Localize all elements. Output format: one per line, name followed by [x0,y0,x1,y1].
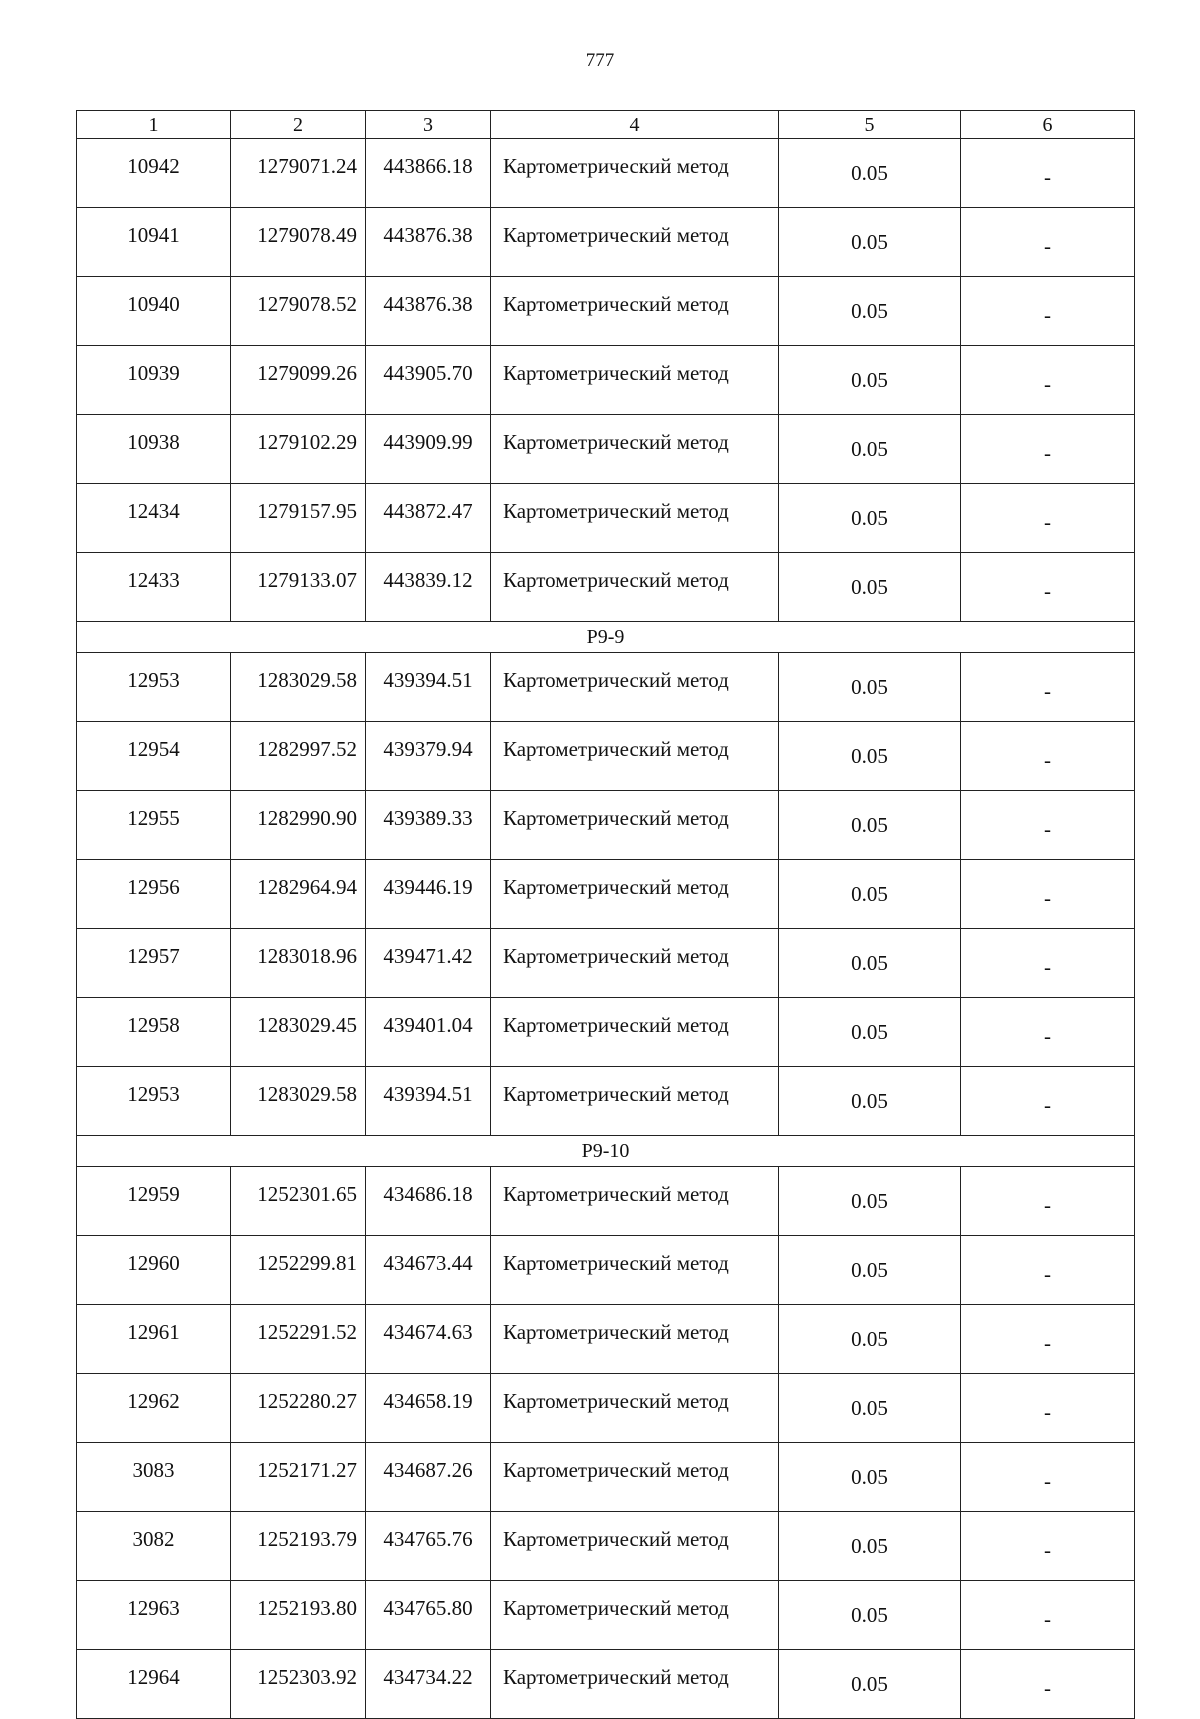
method-cell: Картометрический метод [491,791,779,860]
coord-x-cell: 1252301.65 [231,1167,366,1236]
coord-y-cell: 443839.12 [366,553,491,622]
table-row [77,1650,1135,1719]
coord-x-cell: 1252291.52 [231,1305,366,1374]
point-number-cell: 10940 [77,277,231,346]
point-number-cell: 12964 [77,1650,231,1719]
point-number-cell: 10942 [77,139,231,208]
coord-x-cell: 1279102.29 [231,415,366,484]
column-header-6: 6 [961,111,1135,139]
table-row [77,1443,1135,1512]
coord-x-cell: 1279099.26 [231,346,366,415]
accuracy-cell: 0.05 [779,1305,961,1374]
table-row [77,929,1135,998]
method-cell: Картометрический метод [491,1236,779,1305]
coord-y-cell: 443909.99 [366,415,491,484]
point-number-cell: 12954 [77,722,231,791]
coord-x-cell: 1282990.90 [231,791,366,860]
table-row [77,346,1135,415]
table-row [77,553,1135,622]
coord-y-cell: 443872.47 [366,484,491,553]
point-number-cell: 12956 [77,860,231,929]
table-row [77,484,1135,553]
accuracy-cell: 0.05 [779,1067,961,1136]
coord-x-cell: 1252299.81 [231,1236,366,1305]
note-cell: - [961,139,1135,208]
method-cell: Картометрический метод [491,346,779,415]
coord-x-cell: 1279071.24 [231,139,366,208]
table-row [77,998,1135,1067]
accuracy-cell: 0.05 [779,929,961,998]
accuracy-cell: 0.05 [779,1236,961,1305]
coord-x-cell: 1283029.58 [231,653,366,722]
column-header-2: 2 [231,111,366,139]
coord-y-cell: 434673.44 [366,1236,491,1305]
point-number-cell: 12963 [77,1581,231,1650]
note-cell: - [961,722,1135,791]
note-cell: - [961,1650,1135,1719]
column-header-1: 1 [77,111,231,139]
accuracy-cell: 0.05 [779,1512,961,1581]
coord-y-cell: 443866.18 [366,139,491,208]
coord-y-cell: 439394.51 [366,1067,491,1136]
coord-y-cell: 439471.42 [366,929,491,998]
coord-y-cell: 434765.76 [366,1512,491,1581]
coord-x-cell: 1283018.96 [231,929,366,998]
method-cell: Картометрический метод [491,1443,779,1512]
coord-x-cell: 1279133.07 [231,553,366,622]
note-cell: - [961,1305,1135,1374]
point-number-cell: 12953 [77,653,231,722]
section-heading-row [77,622,1135,653]
note-cell: - [961,998,1135,1067]
coordinates-table [76,110,1135,1719]
coord-y-cell: 439379.94 [366,722,491,791]
coord-y-cell: 439401.04 [366,998,491,1067]
method-cell: Картометрический метод [491,553,779,622]
point-number-cell: 12958 [77,998,231,1067]
point-number-cell: 12961 [77,1305,231,1374]
note-cell: - [961,553,1135,622]
note-cell: - [961,791,1135,860]
coord-y-cell: 439389.33 [366,791,491,860]
note-cell: - [961,1067,1135,1136]
point-number-cell: 12959 [77,1167,231,1236]
point-number-cell: 10941 [77,208,231,277]
method-cell: Картометрический метод [491,998,779,1067]
accuracy-cell: 0.05 [779,346,961,415]
coord-y-cell: 443905.70 [366,346,491,415]
note-cell: - [961,1374,1135,1443]
table-row [77,415,1135,484]
method-cell: Картометрический метод [491,277,779,346]
coord-x-cell: 1282997.52 [231,722,366,791]
section-title: Р9-9 [77,622,1135,653]
table-row [77,208,1135,277]
method-cell: Картометрический метод [491,929,779,998]
point-number-cell: 10939 [77,346,231,415]
coord-y-cell: 434734.22 [366,1650,491,1719]
note-cell: - [961,1581,1135,1650]
method-cell: Картометрический метод [491,722,779,791]
note-cell: - [961,653,1135,722]
note-cell: - [961,415,1135,484]
accuracy-cell: 0.05 [779,860,961,929]
accuracy-cell: 0.05 [779,1581,961,1650]
table-row [77,277,1135,346]
coord-y-cell: 434686.18 [366,1167,491,1236]
point-number-cell: 12434 [77,484,231,553]
table-body [77,111,1135,1719]
coord-x-cell: 1252171.27 [231,1443,366,1512]
note-cell: - [961,208,1135,277]
accuracy-cell: 0.05 [779,791,961,860]
coord-y-cell: 434674.63 [366,1305,491,1374]
method-cell: Картометрический метод [491,1512,779,1581]
table-row [77,1236,1135,1305]
point-number-cell: 3082 [77,1512,231,1581]
section-title: Р9-10 [77,1136,1135,1167]
column-header-3: 3 [366,111,491,139]
coord-x-cell: 1252193.79 [231,1512,366,1581]
note-cell: - [961,346,1135,415]
table-row [77,860,1135,929]
note-cell: - [961,484,1135,553]
coord-x-cell: 1279078.49 [231,208,366,277]
coord-x-cell: 1279078.52 [231,277,366,346]
method-cell: Картометрический метод [491,1374,779,1443]
table-row [77,653,1135,722]
coord-x-cell: 1252280.27 [231,1374,366,1443]
table-row [77,1512,1135,1581]
method-cell: Картометрический метод [491,208,779,277]
column-header-4: 4 [491,111,779,139]
accuracy-cell: 0.05 [779,553,961,622]
note-cell: - [961,929,1135,998]
coord-x-cell: 1252303.92 [231,1650,366,1719]
method-cell: Картометрический метод [491,653,779,722]
coord-y-cell: 434687.26 [366,1443,491,1512]
note-cell: - [961,1167,1135,1236]
column-header-row [77,111,1135,139]
accuracy-cell: 0.05 [779,653,961,722]
accuracy-cell: 0.05 [779,722,961,791]
method-cell: Картометрический метод [491,860,779,929]
method-cell: Картометрический метод [491,139,779,208]
table-row [77,791,1135,860]
accuracy-cell: 0.05 [779,1443,961,1512]
coord-y-cell: 434765.80 [366,1581,491,1650]
coord-x-cell: 1282964.94 [231,860,366,929]
coord-y-cell: 439446.19 [366,860,491,929]
point-number-cell: 12957 [77,929,231,998]
method-cell: Картометрический метод [491,1167,779,1236]
coord-x-cell: 1283029.45 [231,998,366,1067]
accuracy-cell: 0.05 [779,484,961,553]
note-cell: - [961,1443,1135,1512]
note-cell: - [961,1236,1135,1305]
method-cell: Картометрический метод [491,484,779,553]
table-row [77,722,1135,791]
coord-y-cell: 439394.51 [366,653,491,722]
table-row [77,139,1135,208]
method-cell: Картометрический метод [491,1581,779,1650]
coord-x-cell: 1252193.80 [231,1581,366,1650]
accuracy-cell: 0.05 [779,139,961,208]
accuracy-cell: 0.05 [779,415,961,484]
table-row [77,1305,1135,1374]
accuracy-cell: 0.05 [779,998,961,1067]
point-number-cell: 12962 [77,1374,231,1443]
table-row [77,1581,1135,1650]
point-number-cell: 12433 [77,553,231,622]
note-cell: - [961,860,1135,929]
section-heading-row [77,1136,1135,1167]
accuracy-cell: 0.05 [779,1650,961,1719]
point-number-cell: 12955 [77,791,231,860]
coord-y-cell: 443876.38 [366,208,491,277]
method-cell: Картометрический метод [491,1067,779,1136]
coord-y-cell: 434658.19 [366,1374,491,1443]
point-number-cell: 3083 [77,1443,231,1512]
coord-x-cell: 1283029.58 [231,1067,366,1136]
table-row [77,1374,1135,1443]
method-cell: Картометрический метод [491,1305,779,1374]
table-row [77,1067,1135,1136]
accuracy-cell: 0.05 [779,1167,961,1236]
point-number-cell: 12953 [77,1067,231,1136]
method-cell: Картометрический метод [491,415,779,484]
accuracy-cell: 0.05 [779,208,961,277]
table-row [77,1167,1135,1236]
point-number-cell: 12960 [77,1236,231,1305]
column-header-5: 5 [779,111,961,139]
accuracy-cell: 0.05 [779,277,961,346]
coord-y-cell: 443876.38 [366,277,491,346]
note-cell: - [961,277,1135,346]
point-number-cell: 10938 [77,415,231,484]
note-cell: - [961,1512,1135,1581]
accuracy-cell: 0.05 [779,1374,961,1443]
page-number: 777 [585,50,615,71]
method-cell: Картометрический метод [491,1650,779,1719]
coord-x-cell: 1279157.95 [231,484,366,553]
